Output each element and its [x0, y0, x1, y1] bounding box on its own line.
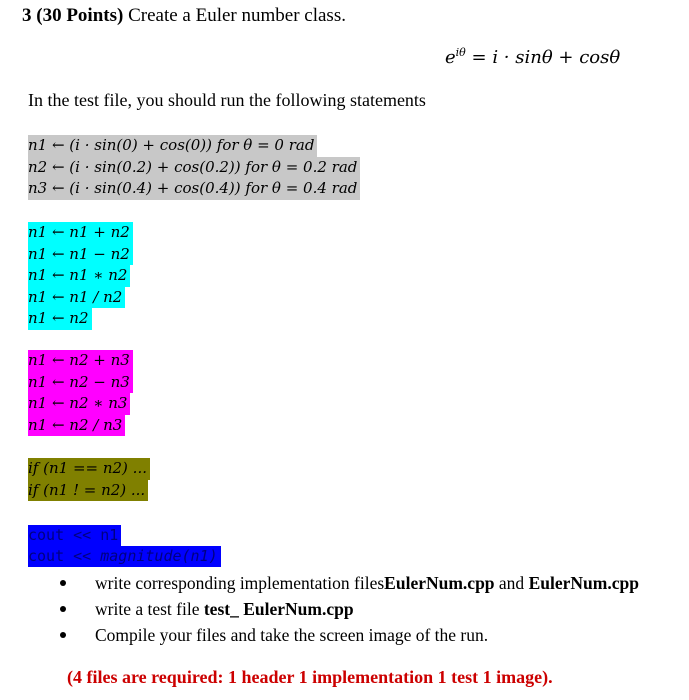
formula-exponent: iθ [455, 46, 466, 59]
bullet-text: write a test file [95, 598, 204, 619]
bullet-dot-icon [60, 606, 66, 612]
magenta-line: n1 ← n2 / n3 [28, 415, 125, 437]
cyan-line: n1 ← n1 − n2 [28, 244, 133, 266]
bullet-item [60, 596, 639, 622]
gray-highlight-block [28, 135, 360, 200]
olive-highlight-block [28, 458, 150, 501]
code-keyword: cout [28, 547, 65, 565]
olive-line: if (n1 == n2) ... [28, 458, 150, 480]
bullet-item [60, 622, 639, 648]
bullet-text: and [494, 572, 529, 593]
magenta-line: n1 ← n2 ∗ n3 [28, 393, 130, 415]
code-rest: << [64, 547, 101, 565]
magenta-highlight-block [28, 350, 133, 436]
gray-line: n1 ← (i · sin(0) + cos(0)) for θ = 0 rad [28, 135, 317, 157]
bullet-text: Compile your files and take the screen image of the run. [95, 624, 489, 645]
cyan-line: n1 ← n1 + n2 [28, 222, 133, 244]
bullet-bold: EulerNum.cpp [384, 572, 495, 593]
intro-text: In the test file, you should run the following statements [28, 90, 426, 110]
cyan-line: n1 ← n1 / n2 [28, 287, 125, 309]
question-text: Create a Euler number class. [123, 5, 346, 26]
bullet-item [60, 570, 639, 596]
code-keyword: cout [28, 526, 65, 544]
formula-base: e [445, 47, 456, 68]
euler-formula [445, 46, 620, 68]
cyan-line: n1 ← n2 [28, 308, 92, 330]
formula-rhs: = i · sinθ + cosθ [465, 47, 621, 68]
bullet-dot-icon [60, 580, 66, 586]
magenta-line: n1 ← n2 + n3 [28, 350, 133, 372]
bullet-list [60, 570, 639, 648]
code-line [28, 546, 221, 567]
code-line [28, 525, 121, 546]
bullet-bold: test_ EulerNum.cpp [203, 598, 354, 619]
cyan-line: n1 ← n1 ∗ n2 [28, 265, 130, 287]
code-highlight-block [28, 525, 221, 567]
olive-line: if (n1 ! = n2) ... [28, 480, 148, 502]
gray-line: n3 ← (i · sin(0.4) + cos(0.4)) for θ = 0.4 rad [28, 178, 360, 200]
gray-line: n2 ← (i · sin(0.2) + cos(0.2)) for θ = 0.2 rad [28, 157, 360, 179]
cyan-highlight-block [28, 222, 133, 330]
code-rest: << n1 [64, 526, 119, 544]
question-points: 3 (30 Points) [22, 5, 124, 26]
requirement-note: (4 files are required: 1 header 1 implementation 1 test 1 image). [67, 667, 553, 687]
bullet-text: write corresponding implementation files [95, 572, 385, 593]
code-function: magnitude(n1) [100, 547, 218, 565]
question-title [22, 5, 346, 27]
bullet-bold: EulerNum.cpp [528, 572, 639, 593]
bullet-dot-icon [60, 632, 66, 638]
magenta-line: n1 ← n2 − n3 [28, 372, 133, 394]
